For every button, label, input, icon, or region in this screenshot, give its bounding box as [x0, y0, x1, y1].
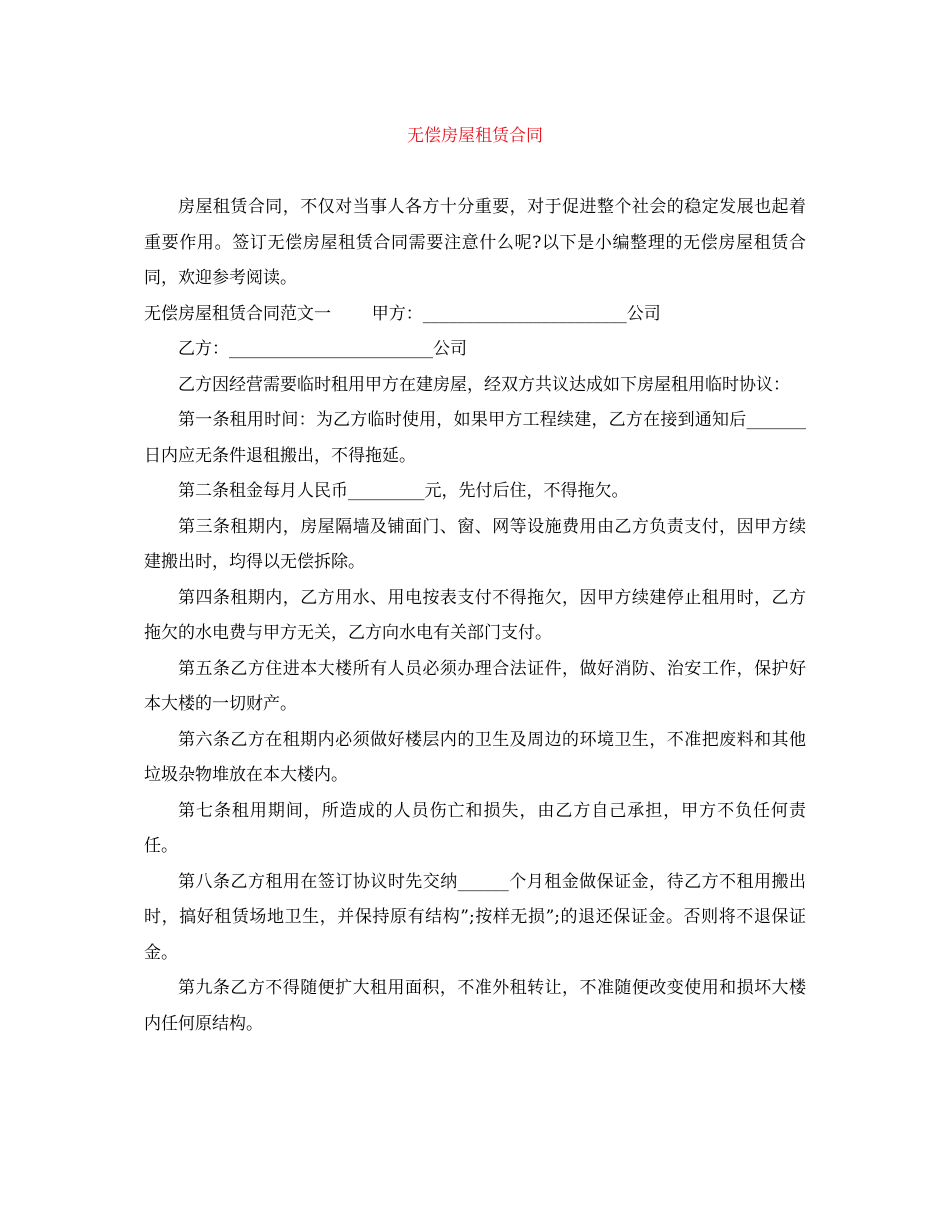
clause-paragraph: 第九条乙方不得随便扩大租用面积，不准外租转让，不准随便改变使用和损坏大楼内任何原结构。 — [144, 978, 806, 1034]
clause-paragraph: 第三条租期内，房屋隔墙及铺面门、窗、网等设施费用由乙方负责支付，因甲方续建搬出时，均得以无偿拆除。 — [144, 516, 806, 572]
clause-paragraph: 第一条租用时间：为乙方临时使用，如果甲方工程续建，乙方在接到通知后_______日内应无条件退租搬出，不得拖延。 — [144, 410, 806, 466]
document-title: 无偿房屋租赁合同 — [407, 126, 543, 146]
clause-paragraph: 第八条乙方租用在签订协议时先交纳______个月租金做保证金，待乙方不租用搬出时，搞好租赁场地卫生，并保持原有结构”;按样无损”;的退还保证金。否则将不退保证金。 — [144, 871, 806, 963]
sample-heading: 无偿房屋租赁合同范文一 — [144, 303, 331, 324]
clause-paragraph: 第五条乙方住进本大楼所有人员必须办理合法证件，做好消防、治安工作，保护好本大楼的一切财产。 — [144, 658, 806, 714]
preamble-paragraph: 乙方因经营需要临时租用甲方在建房屋，经双方共议达成如下房屋租用临时协议： — [178, 374, 790, 395]
clause-paragraph: 第七条租用期间，所造成的人员伤亡和损失，由乙方自己承担，甲方不负任何责任。 — [144, 800, 806, 856]
party-b-line: 乙方：________________________公司 — [178, 339, 467, 359]
party-a-line: 甲方：________________________公司 — [371, 303, 661, 324]
clause-paragraph: 第四条租期内，乙方用水、用电按表支付不得拖欠，因甲方续建停止租用时，乙方拖欠的水电费与甲方无关，乙方向水电有关部门支付。 — [144, 587, 806, 643]
intro-paragraph: 房屋租赁合同，不仅对当事人各方十分重要，对于促进整个社会的稳定发展也起着重要作用。签订无偿房屋租赁合同需要注意什么呢?以下是小编整理的无偿房屋租赁合同，欢迎参考阅读。 — [144, 197, 806, 288]
document-body — [144, 190, 806, 1042]
sample-heading-line — [144, 297, 806, 333]
clause-paragraph: 第二条租金每月人民币_________元，先付后住，不得拖欠。 — [178, 481, 629, 501]
clause-paragraph: 第六条乙方在租期内必须做好楼层内的卫生及周边的环境卫生，不准把废料和其他垃圾杂物堆放在本大楼内。 — [144, 729, 806, 785]
